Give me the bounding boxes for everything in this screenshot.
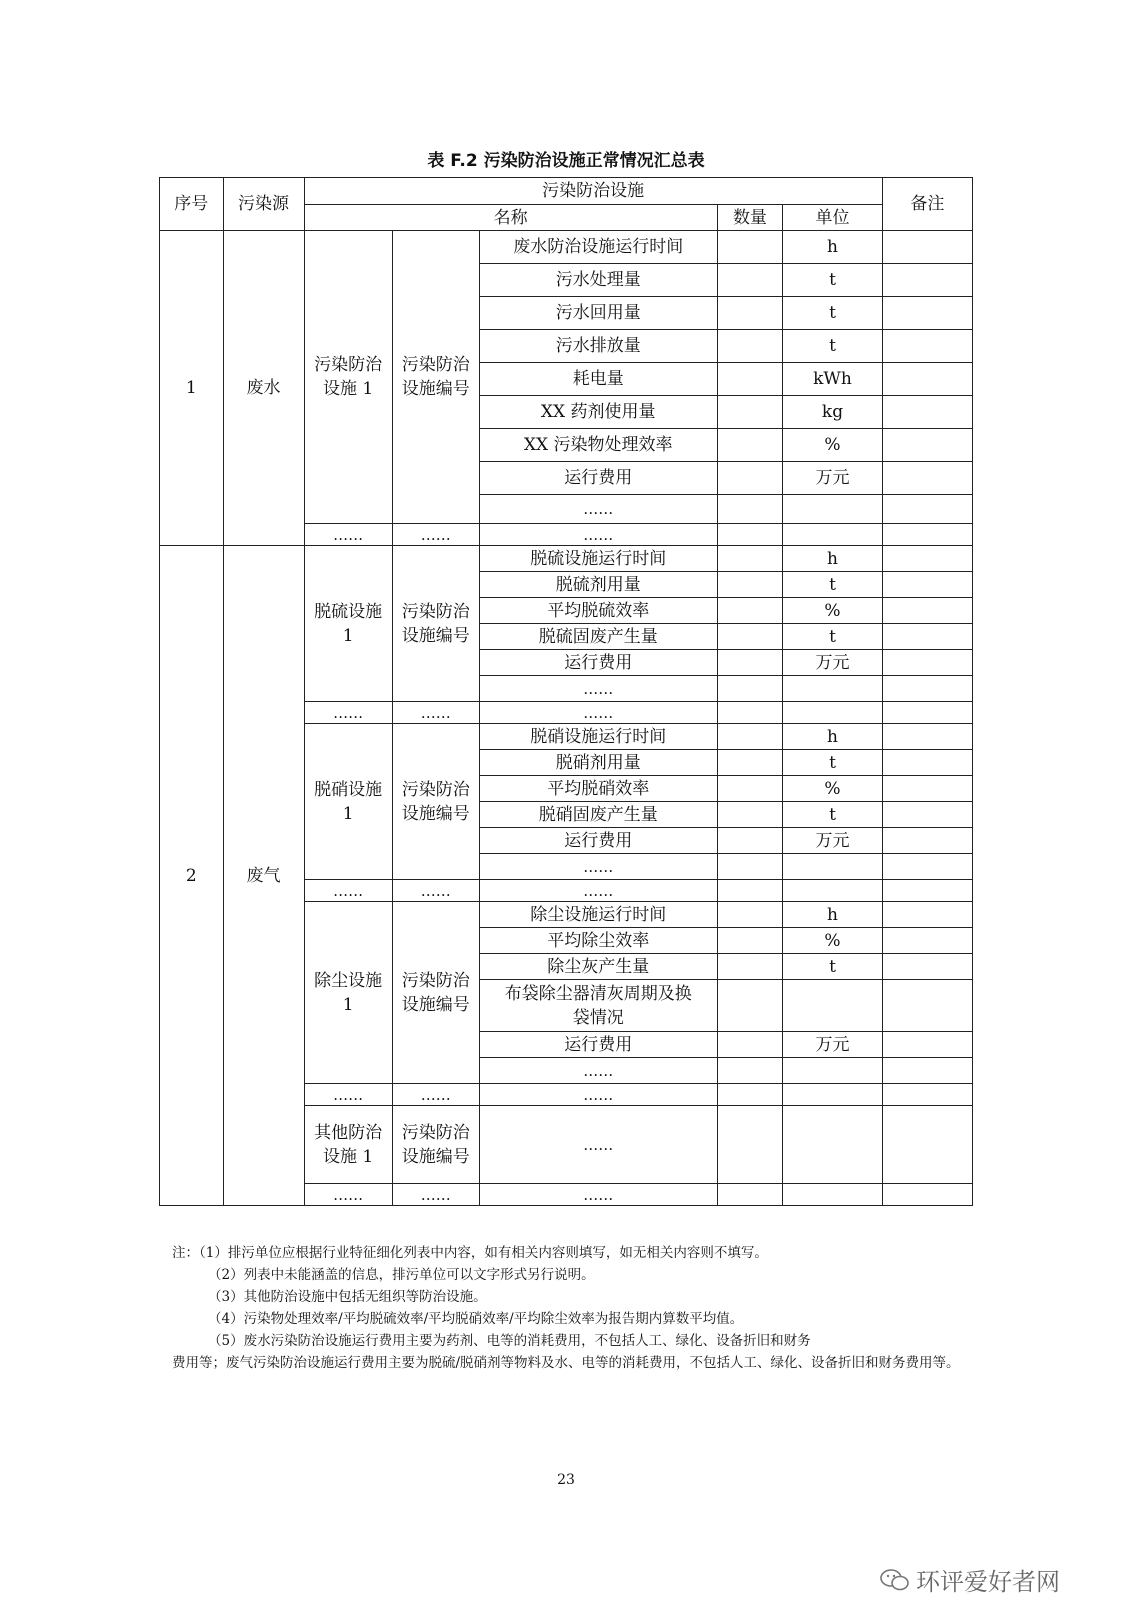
item-quantity [717, 750, 783, 776]
item-unit: 万元 [783, 828, 882, 854]
seq-cell: 1 [160, 231, 224, 546]
facility-no-cell: 污染防治设施编号 [392, 1106, 479, 1184]
item-name: 平均脱硝效率 [479, 776, 717, 802]
facility-no-cell: 污染防治设施编号 [392, 231, 479, 524]
notes-prefix: 注： [172, 1245, 199, 1261]
item-unit: t [783, 572, 882, 598]
item-remark [882, 396, 972, 429]
facility-cell: 污染防治设施 1 [304, 231, 392, 524]
item-unit [783, 1184, 882, 1206]
item-unit [783, 1058, 882, 1084]
item-quantity [717, 363, 783, 396]
facility-no-cell: 污染防治设施编号 [392, 902, 479, 1084]
item-quantity [717, 702, 783, 724]
item-unit [783, 1084, 882, 1106]
item-unit: h [783, 724, 882, 750]
facility-cell: 其他防治设施 1 [304, 1106, 392, 1184]
item-quantity [717, 264, 783, 297]
header-unit: 单位 [783, 205, 882, 231]
item-unit: h [783, 231, 882, 264]
item-remark [882, 1184, 972, 1206]
table-title: 表 F.2 污染防治设施正常情况汇总表 [427, 151, 705, 171]
facility-ellipsis: …… [304, 524, 392, 546]
item-remark [882, 598, 972, 624]
facility-cell: 脱硫设施 1 [304, 546, 392, 702]
item-name: 污水处理量 [479, 264, 717, 297]
item-remark [882, 1106, 972, 1184]
item-ellipsis: …… [479, 1184, 717, 1206]
item-unit: t [783, 264, 882, 297]
item-name: 运行费用 [479, 828, 717, 854]
item-name: 运行费用 [479, 1032, 717, 1058]
item-remark [882, 572, 972, 598]
facility-cell: 除尘设施 1 [304, 902, 392, 1084]
item-unit [783, 854, 882, 880]
item-ellipsis: …… [479, 1106, 717, 1184]
item-unit [783, 676, 882, 702]
item-quantity [717, 854, 783, 880]
item-unit: % [783, 429, 882, 462]
item-quantity [717, 776, 783, 802]
item-unit: % [783, 598, 882, 624]
item-ellipsis: …… [479, 495, 717, 524]
item-remark [882, 546, 972, 572]
item-quantity [717, 980, 783, 1032]
header-name: 名称 [304, 205, 717, 231]
note-item: （3）其他防治设施中包括无组织等防治设施。 [208, 1289, 487, 1305]
watermark-text: 环评爱好者网 [916, 1568, 1060, 1596]
item-ellipsis: …… [479, 676, 717, 702]
item-remark [882, 650, 972, 676]
item-name: 脱硫设施运行时间 [479, 546, 717, 572]
note-item: （5）废水污染防治设施运行费用主要为药剂、电等的消耗费用，不包括人工、绿化、设备折旧和财务 [208, 1333, 811, 1349]
item-name: 除尘设施运行时间 [479, 902, 717, 928]
seq-cell: 2 [160, 546, 224, 1206]
header-remark: 备注 [882, 178, 972, 231]
item-ellipsis: …… [479, 702, 717, 724]
item-quantity [717, 1032, 783, 1058]
item-quantity [717, 1058, 783, 1084]
item-remark [882, 828, 972, 854]
item-quantity [717, 724, 783, 750]
note-item: （1）排污单位应根据行业特征细化列表中内容，如有相关内容则填写，如无相关内容则不填写。 [199, 1245, 768, 1261]
item-remark [882, 880, 972, 902]
item-unit: % [783, 928, 882, 954]
item-quantity [717, 1184, 783, 1206]
item-remark [882, 297, 972, 330]
item-quantity [717, 880, 783, 902]
item-name: 平均除尘效率 [479, 928, 717, 954]
item-name: 脱硝设施运行时间 [479, 724, 717, 750]
item-name: XX 污染物处理效率 [479, 429, 717, 462]
item-quantity [717, 396, 783, 429]
header-facilities: 污染防治设施 [304, 178, 882, 205]
item-unit [783, 495, 882, 524]
item-remark [882, 854, 972, 880]
item-quantity [717, 624, 783, 650]
source-cell: 废气 [223, 546, 304, 1206]
item-unit [783, 702, 882, 724]
item-unit: 万元 [783, 462, 882, 495]
item-remark [882, 495, 972, 524]
item-unit: t [783, 624, 882, 650]
item-quantity [717, 954, 783, 980]
item-name: 除尘灰产生量 [479, 954, 717, 980]
item-quantity [717, 902, 783, 928]
item-remark [882, 462, 972, 495]
item-remark [882, 363, 972, 396]
item-quantity [717, 1084, 783, 1106]
item-name: 脱硝剂用量 [479, 750, 717, 776]
facility-no-cell: 污染防治设施编号 [392, 724, 479, 880]
item-name: 耗电量 [479, 363, 717, 396]
item-remark [882, 676, 972, 702]
item-remark [882, 1058, 972, 1084]
item-unit: 万元 [783, 1032, 882, 1058]
item-name: 脱硝固废产生量 [479, 802, 717, 828]
item-remark [882, 802, 972, 828]
summary-table [159, 177, 973, 1206]
item-remark [882, 1084, 972, 1106]
item-remark [882, 980, 972, 1032]
item-remark [882, 902, 972, 928]
facility-no-ellipsis: …… [392, 702, 479, 724]
item-remark [882, 954, 972, 980]
watermark [880, 1562, 1060, 1597]
page-number: 23 [557, 1472, 575, 1488]
item-name: 污水排放量 [479, 330, 717, 363]
note-continuation: 费用等；废气污染防治设施运行费用主要为脱硫/脱硝剂等物料及水、电等的消耗费用，不包括人工、绿化、设备折旧和财务费用等。 [172, 1355, 960, 1371]
item-quantity [717, 462, 783, 495]
item-quantity [717, 297, 783, 330]
item-ellipsis: …… [479, 1084, 717, 1106]
item-remark [882, 624, 972, 650]
item-quantity [717, 802, 783, 828]
facility-ellipsis: …… [304, 1084, 392, 1106]
item-name: 平均脱硫效率 [479, 598, 717, 624]
item-name: 布袋除尘器清灰周期及换袋情况 [479, 980, 717, 1032]
header-quantity: 数量 [717, 205, 783, 231]
item-name: 脱硫剂用量 [479, 572, 717, 598]
item-remark [882, 264, 972, 297]
item-remark [882, 702, 972, 724]
item-quantity [717, 546, 783, 572]
item-name: 运行费用 [479, 462, 717, 495]
item-quantity [717, 928, 783, 954]
source-cell: 废水 [223, 231, 304, 546]
header-seq: 序号 [160, 178, 224, 231]
item-unit [783, 524, 882, 546]
facility-ellipsis: …… [304, 880, 392, 902]
item-unit: h [783, 546, 882, 572]
item-unit: 万元 [783, 650, 882, 676]
header-source: 污染源 [223, 178, 304, 231]
facility-cell: 脱硝设施 1 [304, 724, 392, 880]
facility-no-ellipsis: …… [392, 524, 479, 546]
item-quantity [717, 598, 783, 624]
item-quantity [717, 330, 783, 363]
item-unit: t [783, 297, 882, 330]
notes [172, 1242, 972, 1374]
facility-ellipsis: …… [304, 1184, 392, 1206]
item-remark [882, 231, 972, 264]
item-unit: kg [783, 396, 882, 429]
item-name: XX 药剂使用量 [479, 396, 717, 429]
item-quantity [717, 429, 783, 462]
item-unit [783, 1106, 882, 1184]
item-remark [882, 928, 972, 954]
item-remark [882, 750, 972, 776]
item-quantity [717, 828, 783, 854]
item-quantity [717, 650, 783, 676]
item-ellipsis: …… [479, 854, 717, 880]
item-remark [882, 330, 972, 363]
item-name: 废水防治设施运行时间 [479, 231, 717, 264]
item-remark [882, 1032, 972, 1058]
item-quantity [717, 231, 783, 264]
item-quantity [717, 1106, 783, 1184]
item-quantity [717, 676, 783, 702]
facility-ellipsis: …… [304, 702, 392, 724]
facility-no-ellipsis: …… [392, 1184, 479, 1206]
item-unit: kWh [783, 363, 882, 396]
item-unit: t [783, 954, 882, 980]
item-quantity [717, 572, 783, 598]
item-unit: % [783, 776, 882, 802]
item-ellipsis: …… [479, 880, 717, 902]
item-name: 运行费用 [479, 650, 717, 676]
item-unit [783, 980, 882, 1032]
item-remark [882, 524, 972, 546]
item-unit: t [783, 750, 882, 776]
item-remark [882, 724, 972, 750]
item-remark [882, 776, 972, 802]
facility-no-ellipsis: …… [392, 880, 479, 902]
item-unit [783, 880, 882, 902]
item-unit: t [783, 330, 882, 363]
note-item: （2）列表中未能涵盖的信息，排污单位可以文字形式另行说明。 [208, 1267, 595, 1283]
item-ellipsis: …… [479, 524, 717, 546]
note-item: （4）污染物处理效率/平均脱硫效率/平均脱硝效率/平均除尘效率为报告期内算数平均值。 [208, 1311, 744, 1327]
item-remark [882, 429, 972, 462]
chat-bubble-icon [880, 1568, 910, 1592]
facility-no-cell: 污染防治设施编号 [392, 546, 479, 702]
item-quantity [717, 524, 783, 546]
facility-no-ellipsis: …… [392, 1084, 479, 1106]
item-unit: h [783, 902, 882, 928]
item-quantity [717, 495, 783, 524]
item-ellipsis: …… [479, 1058, 717, 1084]
item-name: 脱硫固废产生量 [479, 624, 717, 650]
item-name: 污水回用量 [479, 297, 717, 330]
note-line [172, 1242, 972, 1264]
item-unit: t [783, 802, 882, 828]
